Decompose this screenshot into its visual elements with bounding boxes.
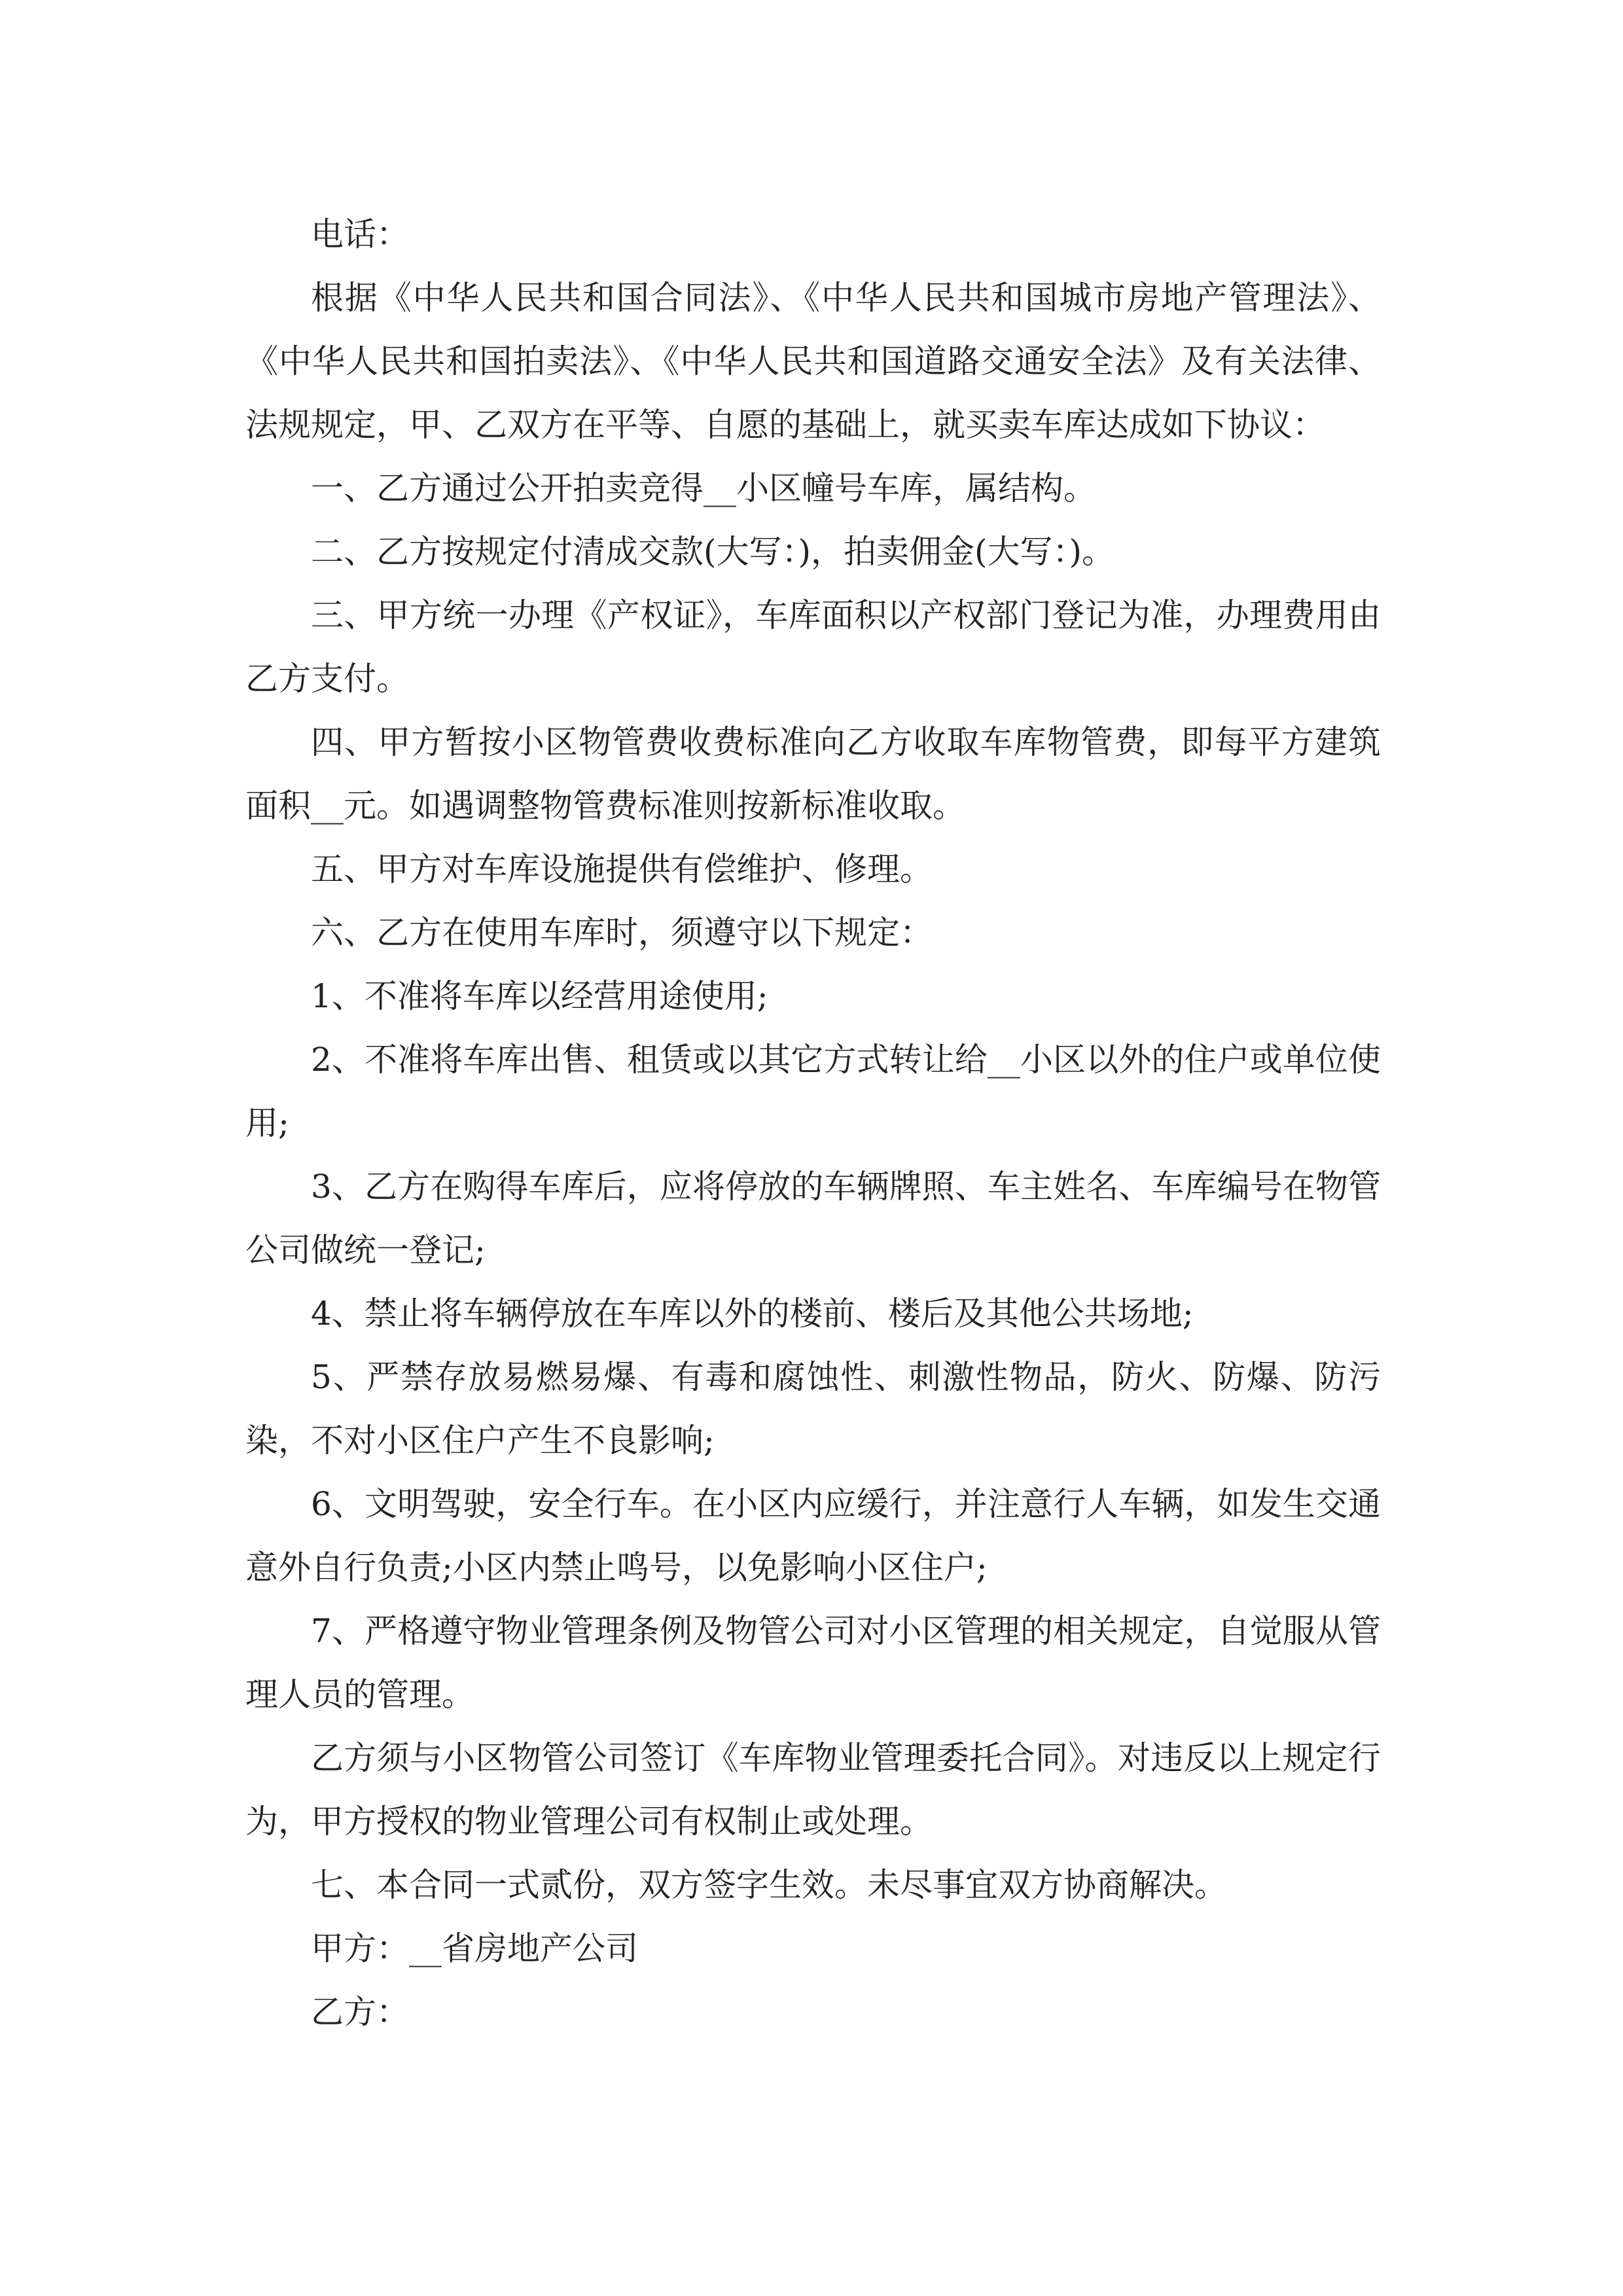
clause-4: 四、甲方暂按小区物管费收费标准向乙方收取车库物管费，即每平方建筑面积__元。如遇调整物管费标准则按新标准收取。 — [245, 723, 1381, 825]
phone-line: 电话： — [311, 215, 409, 253]
rule-4: 4、禁止将车辆停放在车库以外的楼前、楼后及其他公共场地; — [311, 1295, 1194, 1333]
party-a-line: 甲方：__省房地产公司 — [311, 1929, 638, 1967]
clause-1: 一、乙方通过公开拍卖竞得__小区幢号车库，属结构。 — [311, 469, 1096, 507]
clause-2: 二、乙方按规定付清成交款(大写：)，拍卖佣金(大写：)。 — [311, 533, 1115, 571]
rule-7: 7、严格遵守物业管理条例及物管公司对小区管理的相关规定，自觉服从管理人员的管理。 — [245, 1612, 1381, 1713]
party-b-line: 乙方： — [311, 1993, 409, 2031]
document-body — [245, 203, 1381, 2044]
rule-5: 5、严禁存放易燃易爆、有毒和腐蚀性、刺激性物品，防火、防爆、防污染，不对小区住户产生不良影响; — [245, 1358, 1381, 1460]
management-contract-paragraph: 乙方须与小区物管公司签订《车库物业管理委托合同》。对违反以上规定行为，甲方授权的物业管理公司有权制止或处理。 — [245, 1739, 1381, 1840]
rule-6: 6、文明驾驶，安全行车。在小区内应缓行，并注意行人车辆，如发生交通意外自行负责;小区内禁止鸣号，以免影响小区住户; — [245, 1485, 1381, 1587]
clause-7: 七、本合同一式贰份，双方签字生效。未尽事宜双方协商解决。 — [311, 1866, 1227, 1904]
legal-basis-paragraph: 根据《中华人民共和国合同法》、《中华人民共和国城市房地产管理法》、《中华人民共和国拍卖法》、《中华人民共和国道路交通安全法》及有关法律、法规规定，甲、乙双方在平等、自愿的基础上，就买卖车库达成如下协议： — [245, 279, 1381, 444]
rule-1: 1、不准将车库以经营用途使用; — [311, 977, 768, 1015]
rule-2: 2、不准将车库出售、租赁或以其它方式转让给__小区以外的住户或单位使用; — [245, 1041, 1381, 1142]
clause-3: 三、甲方统一办理《产权证》，车库面积以产权部门登记为准，办理费用由乙方支付。 — [245, 596, 1381, 698]
clause-5: 五、甲方对车库设施提供有偿维护、修理。 — [311, 850, 933, 888]
clause-6: 六、乙方在使用车库时，须遵守以下规定： — [311, 914, 933, 952]
rule-3: 3、乙方在购得车库后，应将停放的车辆牌照、车主姓名、车库编号在物管公司做统一登记; — [245, 1168, 1381, 1269]
